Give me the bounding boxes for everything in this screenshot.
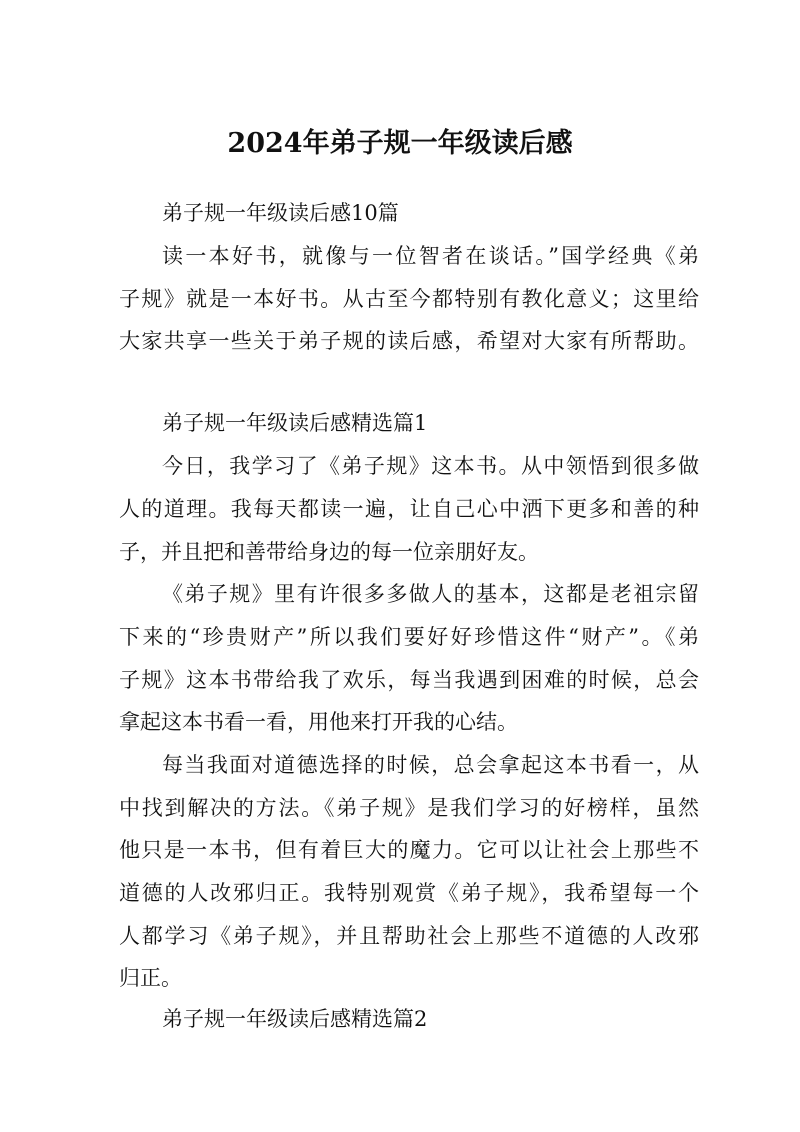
- document-title: 2024年弟子规一年级读后感: [227, 128, 573, 159]
- subtitle-line: 弟子规一年级读后感10篇: [162, 201, 399, 225]
- intro-line-2: 子规》就是一本好书。从古至今都特别有教化意义；这里给: [119, 287, 699, 311]
- paragraph-2-line-4: 拿起这本书看一看，用他来打开我的心结。: [119, 710, 518, 734]
- paragraph-3-line-4: 道德的人改邪归正。我特别观赏《弟子规》，我希望每一个: [119, 881, 699, 905]
- paragraph-2-line-3: 子规》这本书带给我了欢乐，每当我遇到困难的时候，总会: [119, 668, 699, 692]
- paragraph-1-line-1: 今日，我学习了《弟子规》这本书。从中领悟到很多做: [162, 454, 699, 478]
- paragraph-2-line-2: 下来的“珍贵财产”所以我们要好好珍惜这件“财产”。《弟: [119, 625, 699, 649]
- paragraph-1-line-3: 子，并且把和善带给身边的每一位亲朋好友。: [119, 540, 539, 564]
- paragraph-3-line-2: 中找到解决的方法。《弟子规》是我们学习的好榜样，虽然: [119, 796, 699, 820]
- section-heading-1: 弟子规一年级读后感精选篇1: [162, 411, 428, 435]
- intro-line-1: 读一本好书，就像与一位智者在谈话。”国学经典《弟: [162, 244, 699, 268]
- paragraph-3-line-6: 归正。: [119, 966, 182, 990]
- intro-line-3: 大家共享一些关于弟子规的读后感，希望对大家有所帮助。: [119, 329, 699, 353]
- paragraph-1-line-2: 人的道理。我每天都读一遍，让自己心中洒下更多和善的种: [119, 497, 699, 521]
- paragraph-3-line-5: 人都学习《弟子规》，并且帮助社会上那些不道德的人改邪: [119, 924, 699, 948]
- paragraph-3-line-1: 每当我面对道德选择的时候，总会拿起这本书看一，从: [162, 753, 699, 777]
- paragraph-2-line-1: 《弟子规》里有许很多多做人的基本，这都是老祖宗留: [162, 582, 699, 606]
- paragraph-3-line-3: 他只是一本书，但有着巨大的魔力。它可以让社会上那些不: [119, 838, 699, 862]
- section-heading-2: 弟子规一年级读后感精选篇2: [162, 1007, 428, 1031]
